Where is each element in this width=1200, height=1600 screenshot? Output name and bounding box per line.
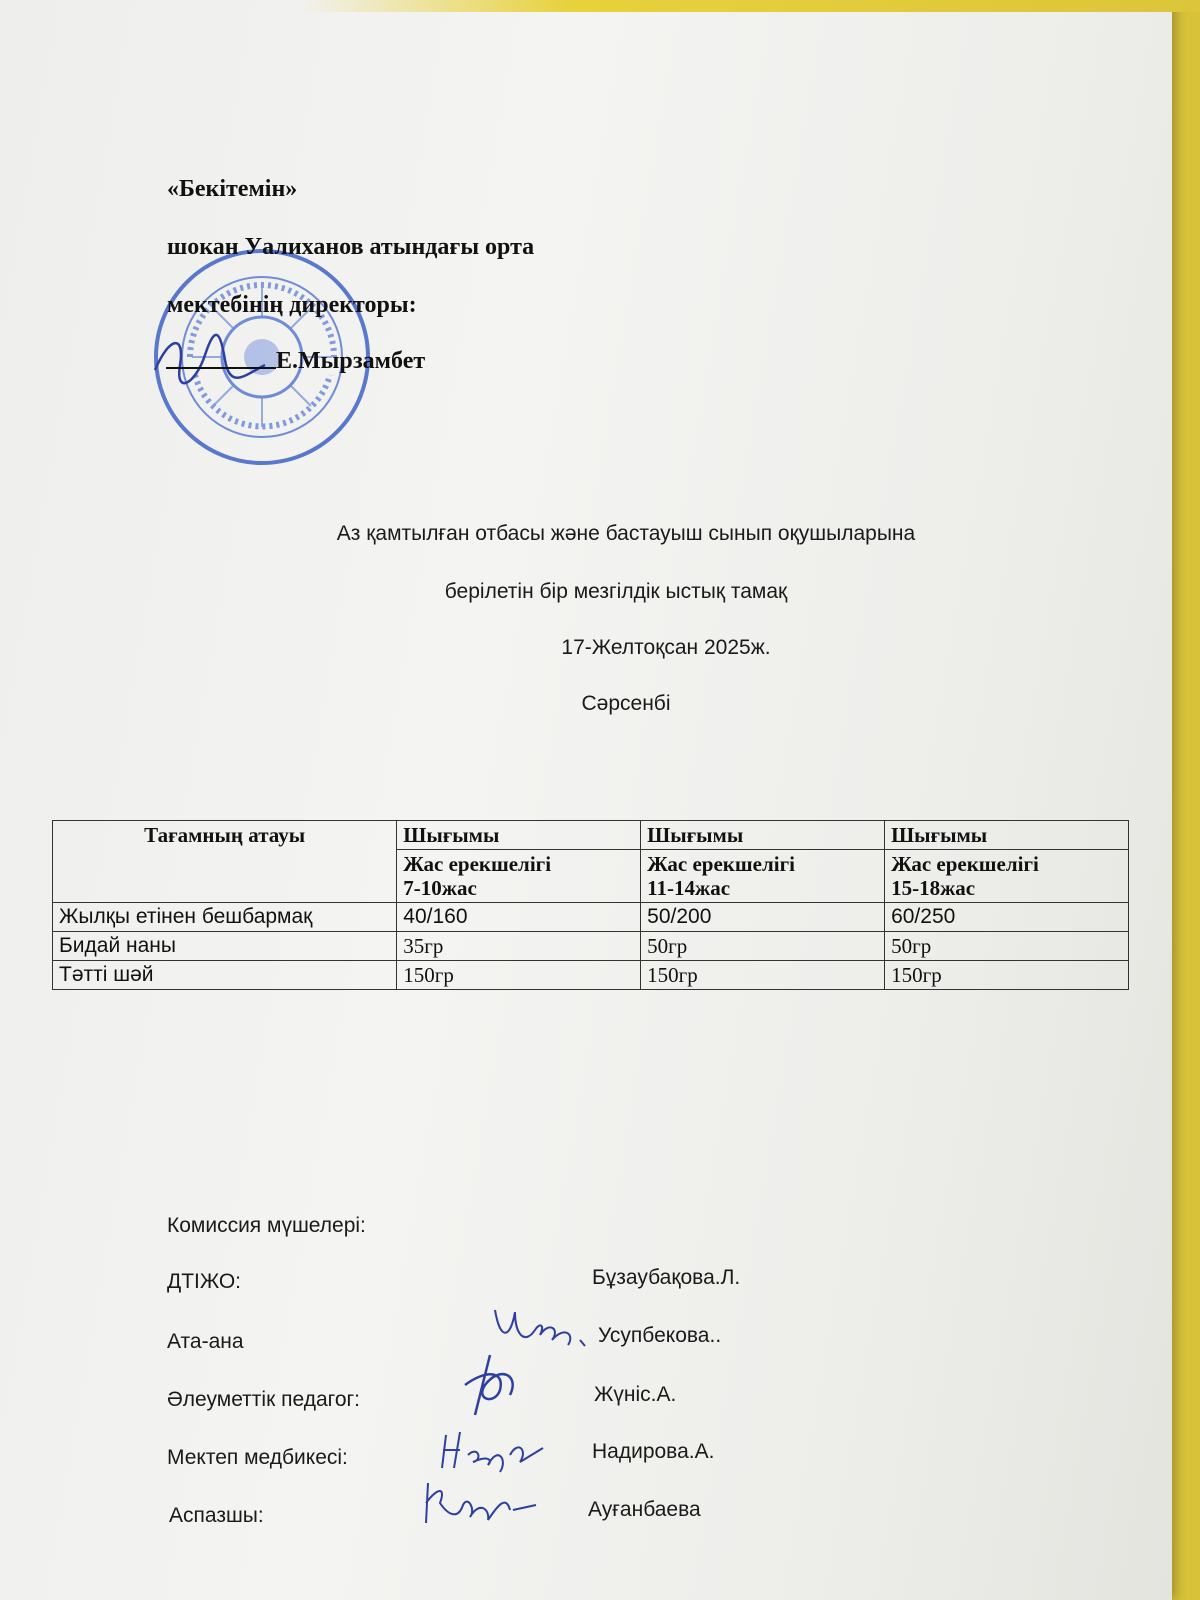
portion-value: 150гр: [885, 961, 1129, 990]
portion-value: 35гр: [397, 932, 641, 961]
member-name: Жүніс.А.: [594, 1383, 677, 1406]
member-role: Аспазшы:: [169, 1504, 264, 1527]
nurse-signature-icon: [438, 1420, 548, 1475]
member-name: Бұзаубақова.Л.: [592, 1266, 741, 1289]
heading-line-2: берілетін бір мезгілдік ыстық тамақ: [444, 580, 788, 603]
age-range: 11-14жас: [647, 876, 731, 900]
member-role: Мектеп медбикесі:: [167, 1446, 348, 1469]
heading-line-1: Аз қамтылған отбасы және бастауыш сынып оқушыларына: [336, 522, 916, 545]
header-dish-name: Тағамның атауы: [53, 821, 397, 903]
commission-title: Комиссия мүшелері:: [167, 1214, 366, 1237]
age-label: Жас ерекшелігі: [891, 852, 1039, 876]
table-row: [53, 903, 1129, 932]
age-range: 15-18жас: [891, 876, 976, 900]
header-output-2: Шығымы: [641, 821, 885, 850]
member-name: Ауғанбаева: [588, 1498, 701, 1521]
social-pedagogue-signature-icon: [455, 1350, 530, 1420]
member-name: Надирова.А.: [592, 1440, 715, 1463]
age-group-1: [397, 850, 641, 903]
menu-table: [52, 820, 1129, 990]
table-row: [53, 932, 1129, 961]
portion-value: 50гр: [885, 932, 1129, 961]
approval-director-title: мектебінің директоры:: [167, 292, 417, 318]
age-group-3: [885, 850, 1129, 903]
table-header-row: [53, 821, 1129, 850]
folder-edge: [300, 0, 1200, 12]
portion-value: 150гр: [397, 961, 641, 990]
age-group-2: [641, 850, 885, 903]
approval-school: шокан Уалиханов атындағы орта: [167, 234, 535, 260]
member-name: Усупбекова..: [598, 1324, 722, 1347]
portion-value: 50/200: [641, 903, 885, 932]
age-label: Жас ерекшелігі: [403, 852, 552, 876]
member-role: ДТІЖО:: [167, 1270, 241, 1293]
approval-label: «Бекітемін»: [167, 176, 298, 202]
portion-value: 40/160: [397, 903, 641, 932]
age-range: 7-10жас: [403, 876, 477, 900]
portion-value: 150гр: [641, 961, 885, 990]
director-name: Е.Мырзамбет: [276, 348, 426, 374]
member-role: Ата-ана: [167, 1330, 244, 1353]
dish-name: Жылқы етінен бешбармақ: [53, 903, 397, 932]
member-role: Әлеуметтік педагог:: [167, 1388, 360, 1411]
heading-weekday: Сәрсенбі: [581, 692, 671, 715]
table-row: [53, 961, 1129, 990]
dish-name: Тәтті шәй: [53, 961, 397, 990]
parent-signature-icon: [490, 1300, 595, 1355]
heading-date: 17-Желтоқсан 2025ж.: [561, 636, 771, 659]
director-signature-line: [166, 348, 425, 375]
portion-value: 60/250: [885, 903, 1129, 932]
header-output-3: Шығымы: [885, 821, 1129, 850]
portion-value: 50гр: [641, 932, 885, 961]
dish-name: Бидай наны: [53, 932, 397, 961]
header-output-1: Шығымы: [397, 821, 641, 850]
age-label: Жас ерекшелігі: [647, 852, 795, 876]
cook-signature-icon: [418, 1475, 538, 1530]
